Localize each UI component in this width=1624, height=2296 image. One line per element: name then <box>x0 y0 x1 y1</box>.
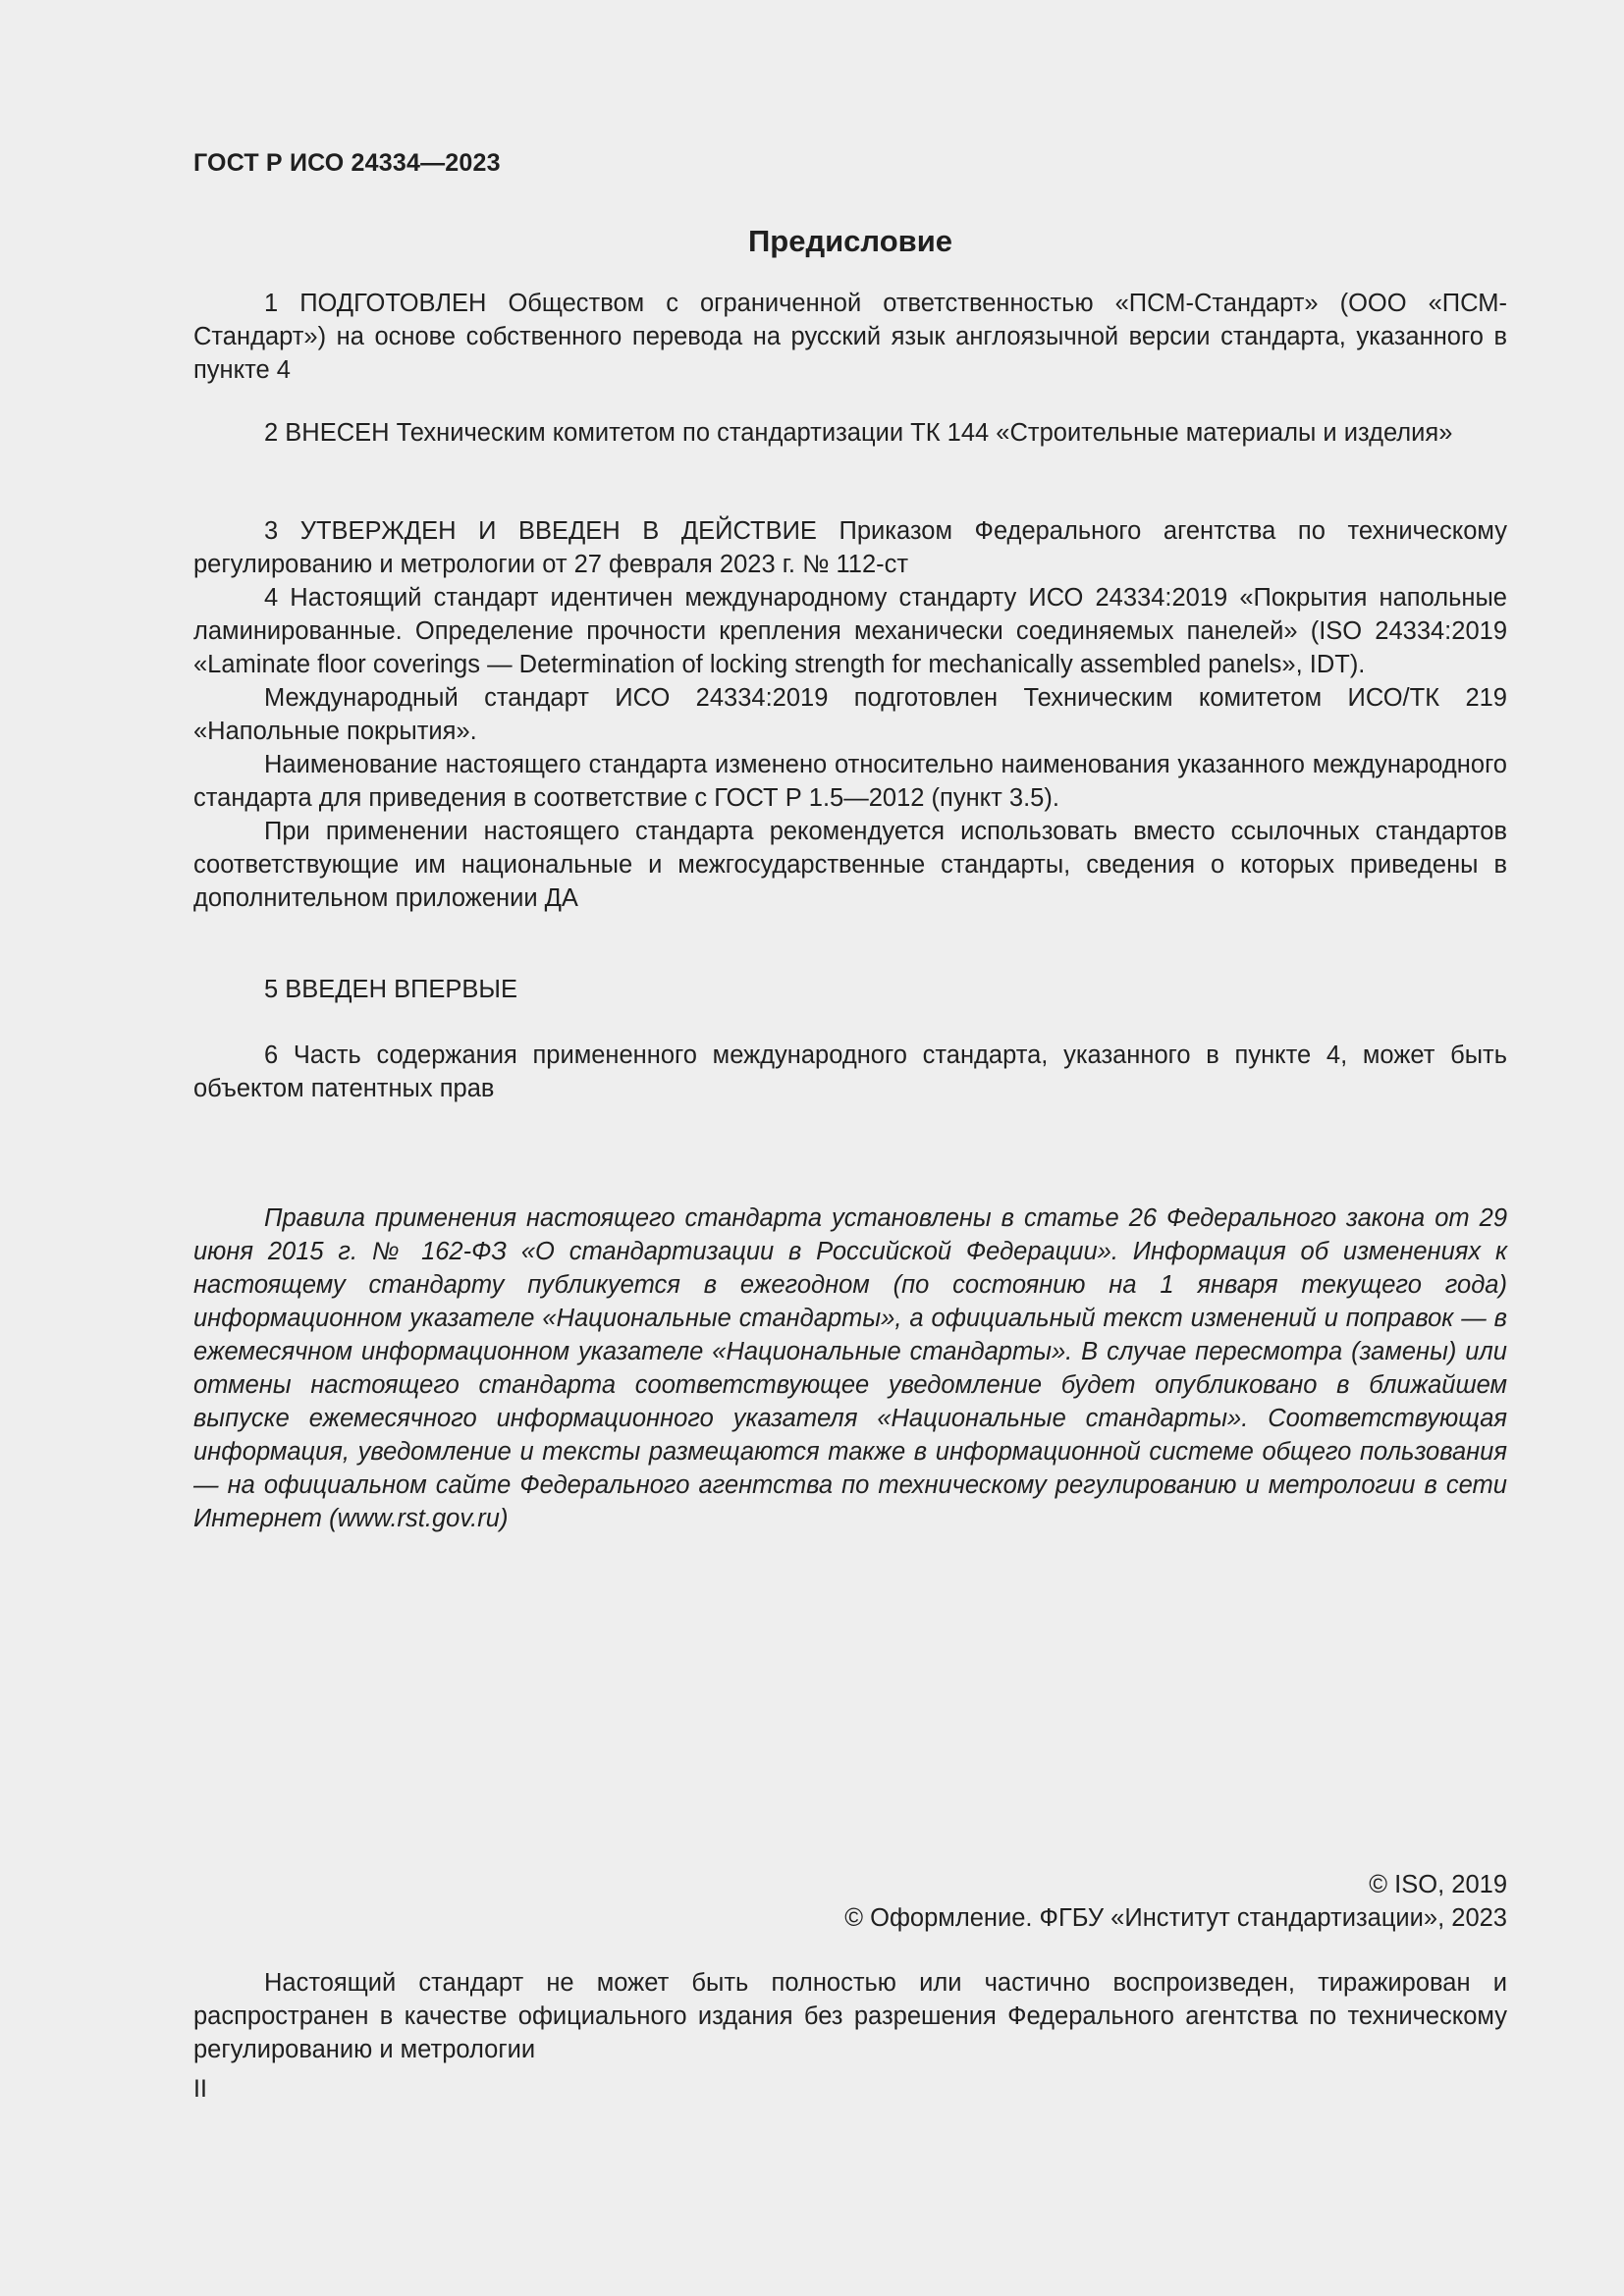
item-1 <box>193 287 1507 387</box>
document-header: ГОСТ Р ИСО 24334—2023 <box>193 149 501 177</box>
reproduction-note-text: Настоящий стандарт не может быть полностью или частично воспроизведен, тиражирован и распространен в качестве официального издания без разрешения Федерального агентства по техническому регулированию и метрологии <box>193 1969 1507 2063</box>
item-5-text: 5 ВВЕДЕН ВПЕРВЫЕ <box>264 976 518 1003</box>
item-2-text: 2 ВНЕСЕН Техническим комитетом по стандартизации ТК 144 «Строительные материалы и изделия» <box>264 419 1453 447</box>
item-4-paragraph-3: Наименование настоящего стандарта изменено относительно наименования указанного международного стандарта для приведения в соответствие с ГОСТ Р 1.5—2012 (пункт 3.5). <box>193 751 1507 812</box>
document-page <box>193 0 1507 2296</box>
item-6 <box>193 1039 1507 1105</box>
item-4-paragraph-4: При применении настоящего стандарта рекомендуется использовать вместо ссылочных стандартов соответствующие им национальные и межгосударственные стандарты, сведения о которых приведены в дополнительном приложении ДА <box>193 818 1507 912</box>
rules-note <box>193 1201 1507 1535</box>
item-3-text: 3 УТВЕРЖДЕН И ВВЕДЕН В ДЕЙСТВИЕ Приказом Федерального агентства по техническому регулированию и метрологии от 27 февраля 2023 г. № 112-ст <box>193 517 1507 578</box>
reproduction-note <box>193 1966 1507 2066</box>
copyright-iso: © ISO, 2019 <box>1369 1871 1507 1898</box>
item-3-4 <box>193 514 1507 915</box>
copyright-design: © Оформление. ФГБУ «Институт стандартизации», 2023 <box>844 1904 1507 1932</box>
rules-note-text: Правила применения настоящего стандарта установлены в статье 26 Федерального закона от 29 июня 2015 г. № 162-ФЗ «О стандартизации в Российской Федерации». Информация об изменениях к настоящему стандарту публикуется в ежегодном (по состоянию на 1 января текущего года) информационном указателе «Национальные стандарты», а официальный текст изменений и поправок — в ежемесячном информационном указателе «Национальные стандарты». В случае пересмотра (замены) или отмены настоящего стандарта соответствующее уведомление будет опубликовано в ближайшем выпуске ежемесячного информационного указателя «Национальные стандарты». Соответствующая информация, уведомление и тексты размещаются также в информационной системе общего пользования — на официальном сайте Федерального агентства по техническому регулированию и метрологии в сети Интернет (www.rst.gov.ru) <box>193 1204 1507 1532</box>
item-1-text: 1 ПОДГОТОВЛЕН Обществом с ограниченной ответственностью «ПСМ-Стандарт» (ООО «ПСМ-Стандарт») на основе собственного перевода на русский язык англоязычной версии стандарта, указанного в пункте 4 <box>193 290 1507 384</box>
item-4-text: 4 Настоящий стандарт идентичен международному стандарту ИСО 24334:2019 «Покрытия напольные ламинированные. Определение прочности крепления механически соединяемых панелей» (ISO 24334:2019 «Laminate floor coverings — Determination of locking strength for mechanically assembled panels», IDT). <box>193 584 1507 678</box>
item-2 <box>193 416 1507 450</box>
item-6-text: 6 Часть содержания примененного международного стандарта, указанного в пункте 4, может быть объектом патентных прав <box>193 1041 1507 1102</box>
item-4-paragraph-2: Международный стандарт ИСО 24334:2019 подготовлен Техническим комитетом ИСО/ТК 219 «Напольные покрытия». <box>193 684 1507 745</box>
item-5 <box>193 973 1507 1006</box>
section-title: Предисловие <box>747 224 952 258</box>
page-number: II <box>193 2075 207 2103</box>
